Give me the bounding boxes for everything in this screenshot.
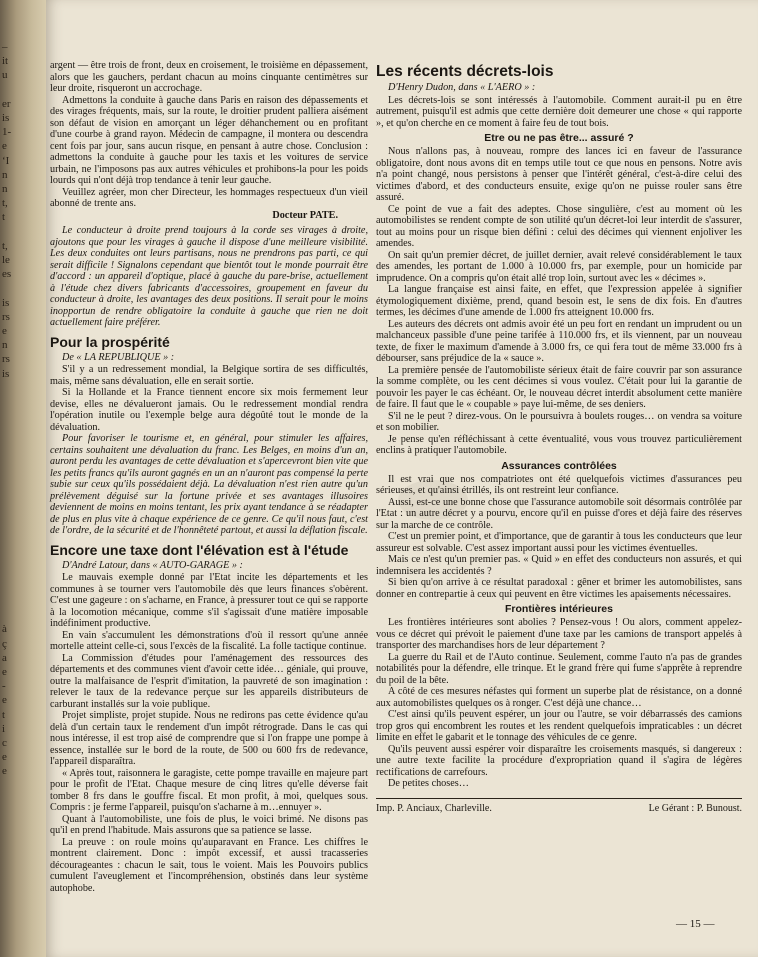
- assure-paragraph: Ce point de vue a fait des adeptes. Chose singulière, c'est au moment où les automobilistes se rendent compte de son utilité qu'un décret-loi leur interdit de s'assurer, tout au moins pour un risque bien défini : celui des décimes qui viennent enjoliver les amendes.: [376, 203, 742, 249]
- decrets-source: D'Henry Dudon, dans « L'AERO » :: [388, 82, 536, 93]
- controlees-paragraph: Mais ce n'est qu'un premier pas. « Quid » en effet des conducteurs non assurés, et qui indemnisera les accidentés ?: [376, 554, 742, 577]
- taxe-paragraph: Le mauvais exemple donné par l'Etat incite les départements et les communes à se tourner vers l'automobile dès que leurs finances s'obèrent. C'est une gageure : on s'acharne, en France, à pressurer tout ce qui se rapporte à la locomotion mécanique, comme s'il s'agissait d'une matière imposable indéfiniment productive.: [50, 572, 368, 629]
- right-column: [376, 64, 742, 815]
- binding-text-fragments: – it u er is 1‐ e ‘I n n t, t t, le es is rs e n rs is à ç a e ‐ e t i c e e: [2, 41, 12, 778]
- intro-paragraph: Admettons la conduite à gauche dans Paris en raison des dépassements et des virages fréquents, mais, sur la route, le droitier prudent palliera aisément son défaut de vision en amorçant un léger déhanchement ou en profitant d'une courbe à grand rayon. Médecin de campagne, il montera ou descendra cent fois par jour, sans aucun risque, en pensant à autre chose. Conclusion : admettons la conduite à gauche pour les taxis et les voitures de service urbain, ne l'imposons pas aux autres véhicules et prohibons-la pour les poids lourds qui n'ont déjà trop tendance à tenir leur gauche.: [50, 94, 368, 186]
- assure-paragraph: Les auteurs des décrets ont admis avoir été un peu fort en rendant un imprudent ou un malchanceux passible d'une peine tarifée à 110.000 frs, et ils viennent, par un nouveau texte, de fixer le maximum d'amende à 3.000 frs, ce qui fera tout de même 33.000 frs à débourser, sans préjudice de la « sauce ».: [376, 318, 742, 364]
- controlees-paragraph: Il est vrai que nos compatriotes ont été quelquefois victimes d'assurances peu sérieuses, et qu'ainsi étrillés, ils ont restreint leur confiance.: [376, 473, 742, 496]
- newspaper-page: [46, 0, 758, 957]
- taxe-paragraph: Quant à l'automobiliste, une fois de plus, le voici brimé. Ne disons pas qu'il en prend l'habitude. Mais assurons que sa patience se lasse.: [50, 813, 368, 836]
- subhead-frontieres: Frontières intérieures: [505, 603, 613, 615]
- frontieres-paragraph: A côté de ces mesures néfastes qui forment un superbe plat de résistance, on a donné aux automobilistes quelques os à ronger. C'est déjà une chance…: [376, 686, 742, 709]
- page-binding: [0, 0, 46, 957]
- prosperite-paragraph: S'il y a un redressement mondial, la Belgique sortira de ses difficultés, mais, même sans dévaluation, elle en serait sortie.: [50, 364, 368, 387]
- prosperite-source: De « LA REPUBLIQUE » :: [62, 351, 175, 363]
- assure-paragraph: Nous n'allons pas, à nouveau, rompre des lances ici en faveur de l'assurance obligatoire, dont nous avons dit en temps utile tout ce que nous en pensons. Notre avis n'a point changé, nous persistons à penser que l'intérêt général, c'est-à-dire celui des victimes d'abord, et des conducteurs ensuite, exige qu'on ne puisse rouler sans être assuré.: [376, 146, 742, 203]
- imprint-rule: [376, 798, 742, 799]
- taxe-paragraph: « Après tout, raisonnera le garagiste, cette pompe travaille en majeure part pour le profit de l'Etat. Chaque mesure de cinq litres qu'elle déverse fait tomber 8 frs dans le gouffre fiscal. Et mon profit, à moi, quelques sous. Compris : je ferme l'appareil, puisqu'on s'acharne à m…ennuyer ».: [50, 767, 368, 813]
- controlees-paragraph: Aussi, est-ce une bonne chose que l'assurance automobile soit désormais contrôlée par l'Etat : un autre décret y a pourvu, encore qu'il en puisse d'ores et déjà faire des réserves sur la marche de ce contrôle.: [376, 496, 742, 531]
- taxe-title: Encore une taxe dont l'élévation est à l'étude: [50, 541, 349, 558]
- subhead-assure: Etre ou ne pas être... assuré ?: [484, 132, 634, 144]
- taxe-paragraph: La preuve : on roule moins qu'auparavant en France. Les chiffres le montrent clairement. Donc : impôt excessif, et aussi tracasseries décourageantes : chacun le sait, tous le voient. Mais les Pouvoirs publics cumulent l'aveuglement et l'incompréhension, obstinés dans leur système autophobe.: [50, 836, 368, 894]
- frontieres-paragraph: Les frontières intérieures sont abolies ? Pensez-vous ! Ou alors, comment appelez-vous ce décret qui prévoit le paiement d'une taxe par les camions de transport appelés à transporter des marchandises hors de leur département ?: [376, 617, 742, 651]
- controlees-paragraph: C'est un premier point, et d'importance, que de garantir à tous les conducteurs que leur assureur est solvable. C'est assez important aussi pour les victimes éventuelles.: [376, 531, 742, 554]
- intro-signature: Docteur PATE.: [272, 209, 338, 221]
- taxe-paragraph: En vain s'accumulent les démonstrations d'où il ressort qu'une année mortelle atteint celle-ci, sous l'excès de la fiscalité. La folle tactique continue.: [50, 629, 368, 652]
- frontieres-paragraph: La guerre du Rail et de l'Auto continue. Seulement, comme l'auto n'a pas de grandes notabilités pour la défendre, elle trinque. Et le grand frère qui fume s'apprête à reprendre du poil de la bête.: [376, 651, 742, 686]
- controlees-paragraph: Si bien qu'on arrive à ce résultat paradoxal : gêner et brimer les automobilistes, sans donner en contrepartie à ceux qui peuvent en être victimes les apaisements nécessaires.: [376, 577, 742, 600]
- editor-note: Le conducteur à droite prend toujours à la corde ses virages à droite, ajoutons que pour les virages à gauche il dispose d'une meilleure visibilité. Les deux conduites ont leurs partisans, nous ne prendrons pas parti, ce qui serait difficile ! Signalons cependant que bientôt tout le monde pourrait être d'accord : un appareil d'optique, placé à gauche du pare-brise, actuellement à l'étude chez divers fabricants d'accessoires, groupement en faveur du conducteur à droite, les avantages des deux positions. Il serait pour le moins inopportun de rendre obligatoire la conduite à gauche que rien ne doit actuellement faire préférer.: [50, 225, 368, 328]
- printer-credit: Imp. P. Anciaux, Charleville.: [376, 802, 492, 814]
- taxe-paragraph: Projet simpliste, projet stupide. Nous ne redirons pas cette évidence qu'au delà d'un certain taux le rendement d'un impôt rétrograde. Dans le cas qui nous intéresse, il est trop aisé de comprendre que si l'on frappe une pompe à essence, installée sur le bord de la route, de 500 ou 600 frs de redevance, l'appareil disparaîtra.: [50, 710, 368, 767]
- intro-paragraph: Veuillez agréer, mon cher Directeur, les hommages respectueux d'un vieil abonné de trente ans.: [50, 186, 368, 209]
- frontieres-paragraph: C'est ainsi qu'ils peuvent espérer, un jour ou l'autre, se voir débarrassés des camions trop gros qui encombrent les routes et les rendent quelquefois impraticables : un décret limite en effet le gabarit et le tonnage des véhicules de ce genre.: [376, 709, 742, 743]
- left-column: [50, 60, 368, 894]
- decrets-title: Les récents décrets-lois: [376, 63, 554, 80]
- assure-paragraph: Je pense qu'en réfléchissant à cette éventualité, vous vous trouvez particulièrement enclins à pratiquer l'automobile.: [376, 433, 742, 456]
- assure-paragraph: La langue française est ainsi faite, en effet, que l'expression appelée à signifier étymologiquement dixième, prend, quand besoin est, le sens de dix fois. En d'autres termes, les décimes d'une amende de 1.000 frs atteignent 10.000 frs.: [376, 284, 742, 318]
- assure-paragraph: La première pensée de l'automobiliste sérieux était de faire couvrir par son assurance la somme complète, ou les cent décimes si vous voulez. C'était pour lui la garantie de pouvoir les payer le cas échéant. Or, le nouveau décret interdit absolument cette manière de faire. Il faut que le « coupable » paye lui-même, de ses deniers.: [376, 364, 742, 410]
- page-number: — 15 —: [676, 918, 715, 930]
- assure-paragraph: On sait qu'un premier décret, de juillet dernier, avait relevé considérablement le taux des amendes, les portant de 1.000 à 10.000 frs, par exemple, pour un homicide par imprudence. On a compris qu'on était allé trop loin, surtout avec les « décimes ».: [376, 249, 742, 284]
- prosperite-paragraph: Pour favoriser le tourisme et, en général, pour stimuler les affaires, certains souhaitent une dévaluation du franc. Les Belges, en moins d'un an, auront perdu les avantages de cette dévaluation et s'apercevront bien vite que les petits francs qu'ils auront gagnés en un an n'auront pas compensé la perte subie sur ceux qu'ils possédaient déjà. La dévaluation n'est rien autre qu'un prélèvement déguisé sur la fortune privée et ses avantages illusoires deviennent de moins en moins tentant, les prix ayant tendance à se réadapter de plus en plus vite à chaque expérience de ce genre. Ce qu'il nous faut, c'est de l'ordre, de la sécurité et de l'honnêteté partout, et aussi la déflation fiscale.: [50, 433, 368, 536]
- assure-paragraph: S'il ne le peut ? direz-vous. On le poursuivra à boulets rouges… on vendra sa voiture et son mobilier.: [376, 410, 742, 433]
- imprint-line: [376, 803, 742, 815]
- manager-credit: Le Gérant : P. Bunoust.: [648, 802, 742, 814]
- prosperite-title: Pour la prospérité: [50, 333, 170, 350]
- prosperite-paragraph: Si la Hollande et la France tiennent encore six mois fermement leur devise, elles ne dévalueront jamais. Ou le redressement mondial rendra l'opération inutile ou l'exemple belge aura dégoûté tout le monde de la dévaluation.: [50, 387, 368, 433]
- frontieres-paragraph: De petites choses…: [388, 778, 469, 789]
- decrets-paragraph: Les décrets-lois se sont intéressés à l'automobile. Comment aurait-il pu en être autrement, puisqu'il est admis que cette dernière doit demeurer une chose « qui rapporte », et qu'on cherche en ce moment à faire feu de tout bois.: [376, 94, 742, 129]
- taxe-source: D'André Latour, dans « AUTO-GARAGE » :: [62, 559, 243, 571]
- frontieres-paragraph: Qu'ils peuvent aussi espérer voir disparaître les croisements masqués, si dangereux : une autre texte facilite la procédure d'expropriation quand il s'agira de légères rectifications de carrefours.: [376, 743, 742, 778]
- intro-paragraph: argent — être trois de front, deux en croisement, le troisième en dépassement, alors que les gauchers, perdant chacun au moins cinquante centimètres sur leur droite, risqueront un accrochage.: [50, 60, 368, 94]
- taxe-paragraph: La Commission d'études pour l'aménagement des ressources des départements et des communes vient d'avoir cette idée… géniale, qui prouve, outre la malfaisance de l'esprit d'imitation, la pauvreté de son imagination : relever le taux de la redevance perçue sur les appareils distributeurs de carburant installés sur la voie publique.: [50, 652, 368, 710]
- subhead-controlees: Assurances contrôlées: [501, 459, 617, 472]
